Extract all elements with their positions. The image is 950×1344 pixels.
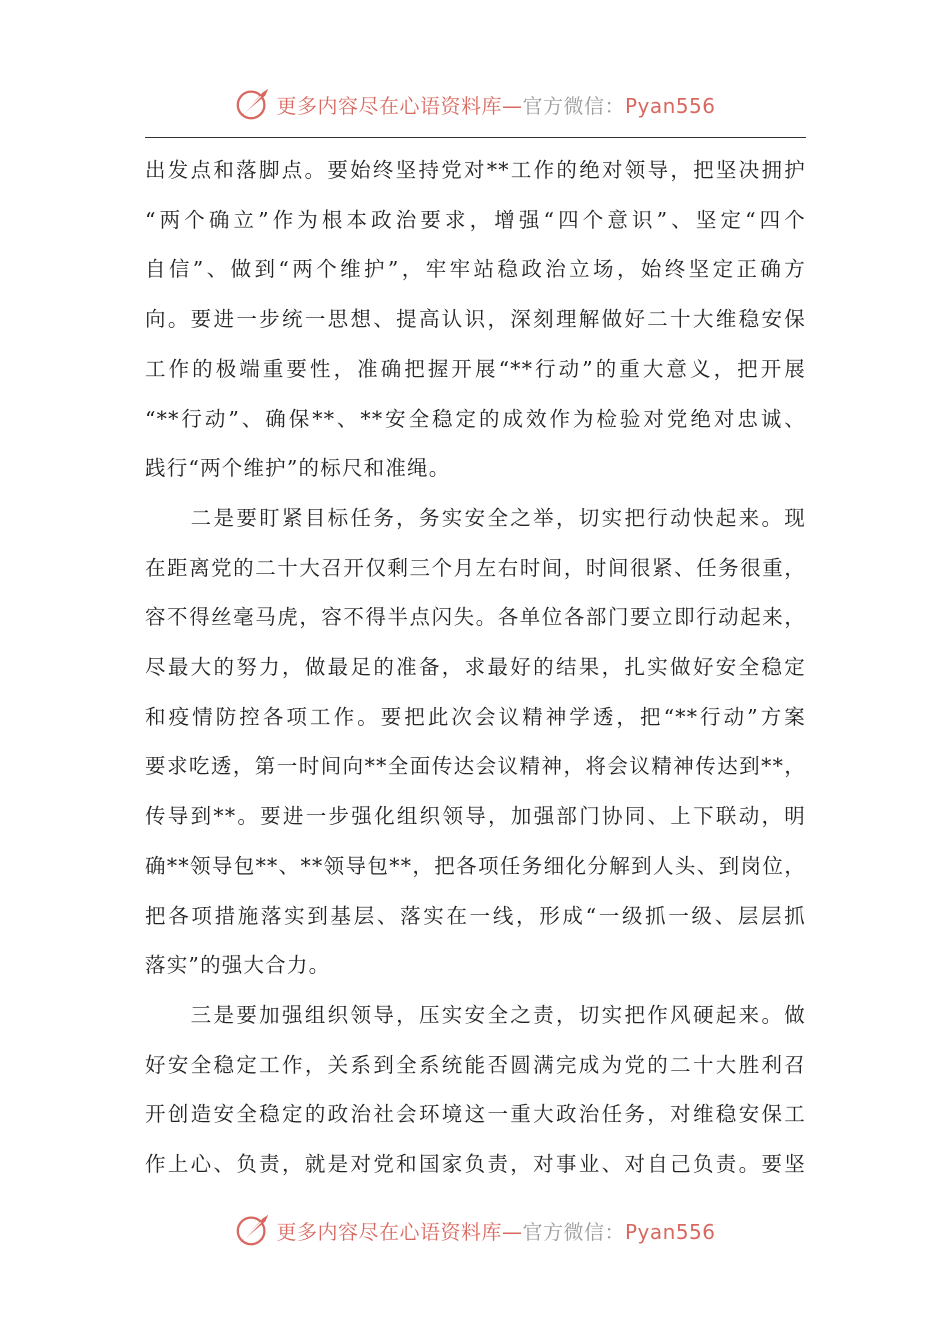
- text-line: 出发点和落脚点。要始终坚持党对**工作的绝对领导，把坚决拥护: [145, 158, 806, 182]
- header-banner-main: 更多内容尽在心语资料库—: [276, 93, 523, 118]
- text-line: “**行动”、确保**、**安全稳定的成效作为检验对党绝对忠诚、: [145, 406, 806, 431]
- footer-banner: [0, 1210, 950, 1250]
- text-line: “两个确立”作为根本政治要求，增强“四个意识”、坚定“四个: [145, 207, 806, 232]
- footer-banner-text: [276, 1216, 715, 1245]
- text-line: 确**领导包**、**领导包**，把各项任务细化分解到人头、到岗位，: [145, 853, 806, 878]
- text-line: 工作的极端重要性，准确把握开展“**行动”的重大意义，把开展: [145, 356, 806, 381]
- text-line: 作上心、负责，就是对党和国家负责，对事业、对自己负责。要坚: [145, 1152, 806, 1177]
- text-line: 好安全稳定工作，关系到全系统能否圆满完成为党的二十大胜利召: [145, 1052, 806, 1077]
- text-line: 要求吃透，第一时间向**全面传达会议精神，将会议精神传达到**，: [145, 754, 806, 779]
- footer-banner-main: 更多内容尽在心语资料库—: [276, 1219, 523, 1244]
- text-line: 尽最大的努力，做最足的准备，求最好的结果，扎实做好安全稳定: [145, 655, 806, 680]
- text-line: 容不得丝毫马虎，容不得半点闪失。各单位各部门要立即行动起来，: [145, 605, 806, 630]
- text-line: 把各项措施落实到基层、落实在一线，形成“一级抓一级、层层抓: [145, 903, 806, 928]
- text-line: 开创造安全稳定的政治社会环境这一重大政治任务，对维稳安保工: [145, 1102, 806, 1127]
- text-line: 向。要进一步统一思想、提高认识，深刻理解做好二十大维稳安保: [145, 307, 806, 332]
- document-body: [145, 146, 806, 1190]
- quill-logo-icon: [234, 1211, 272, 1249]
- text-line: 践行“两个维护”的标尺和准绳。: [145, 456, 451, 481]
- text-line: 和疫情防控各项工作。要把此次会议精神学透，把“**行动”方案: [145, 704, 806, 729]
- text-line: 二是要盯紧目标任务，务实安全之举，切实把行动快起来。现: [145, 505, 806, 530]
- header-banner-id: Pyan556: [624, 93, 716, 118]
- footer-banner-id: Pyan556: [624, 1219, 716, 1244]
- text-line: 落实”的强大合力。: [145, 953, 331, 978]
- text-line: 自信”、做到“两个维护”，牢牢站稳政治立场，始终坚定正确方: [145, 257, 806, 282]
- header-rule: [145, 137, 806, 138]
- quill-logo-icon: [234, 85, 272, 123]
- header-banner-text: [276, 90, 715, 119]
- header-banner-wechat: 官方微信：: [522, 93, 625, 118]
- header-banner: [0, 84, 950, 124]
- footer-banner-wechat: 官方微信：: [522, 1219, 625, 1244]
- text-line: 在距离党的二十大召开仅剩三个月左右时间，时间很紧、任务很重，: [145, 555, 806, 580]
- text-line: 三是要加强组织领导，压实安全之责，切实把作风硬起来。做: [145, 1002, 806, 1027]
- text-line: 传导到**。要进一步强化组织领导，加强部门协同、上下联动，明: [145, 804, 806, 829]
